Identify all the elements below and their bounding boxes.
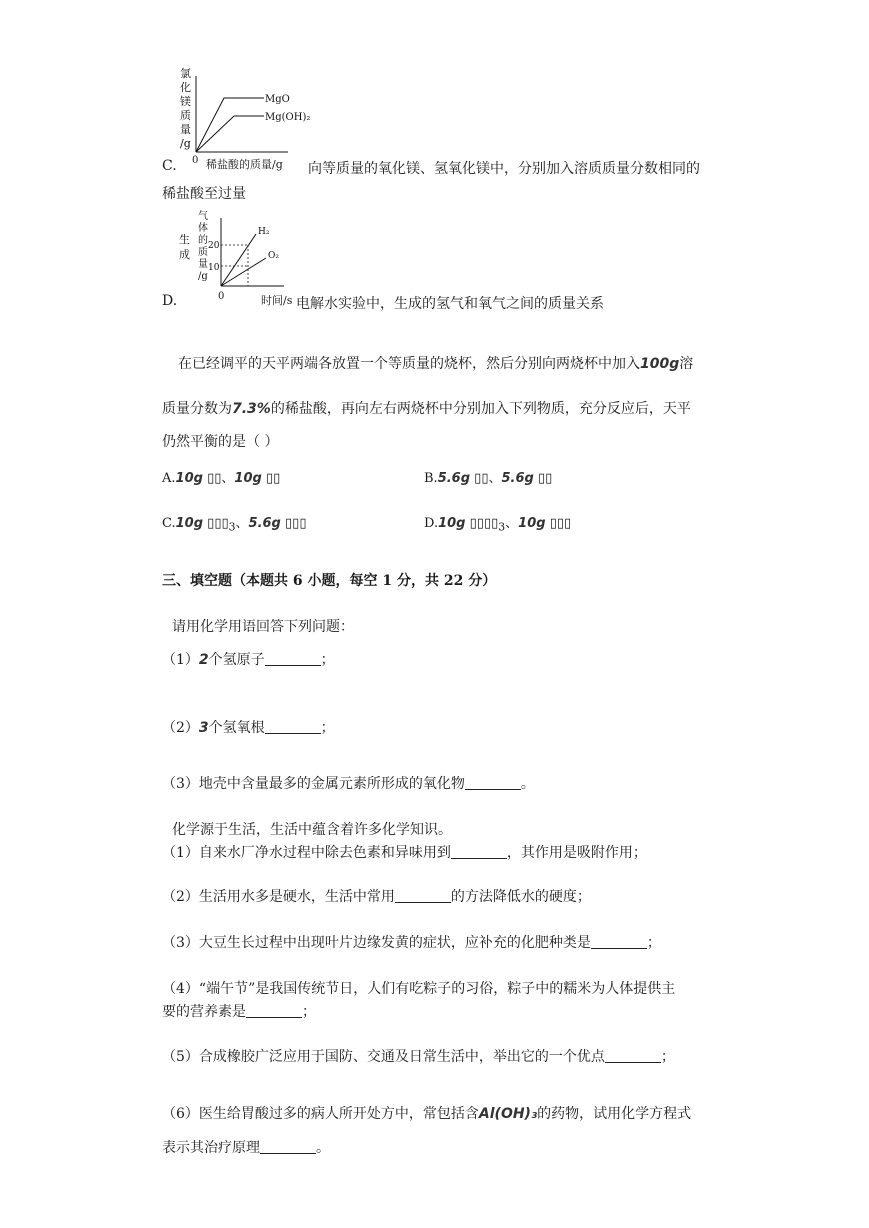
question-line-1 <box>178 353 693 373</box>
item-punct: 。 <box>520 776 535 792</box>
option-d-text: 电解水实验中，生成的氢气和氧气之间的质量关系 <box>296 296 604 312</box>
item-text: ，其作用是吸附作用； <box>506 845 647 861</box>
item-text: 的药物，试用化学方程式 <box>537 1106 692 1122</box>
question-text: 在已经调平的天平两端各放置一个等质量的烧杯，然后分别向两烧杯中加入 <box>178 356 640 372</box>
q2-item-6 <box>162 1103 691 1123</box>
answer-blank[interactable] <box>605 1048 661 1063</box>
question-text: 的稀盐酸，再向左右两烧杯中分别加入下列物质，充分反应后，天平 <box>270 401 691 417</box>
chart-d-line-o2 <box>221 258 266 286</box>
chart-d-label-o2: O₂ <box>268 251 279 261</box>
answer-blank[interactable] <box>246 1003 302 1018</box>
chart-d-ylabel-char: 质 <box>198 247 208 258</box>
item-punct: ； <box>302 1004 316 1020</box>
chart-d-ylabel-char: 的 <box>198 235 208 246</box>
chart-d-ylabel-char: /g <box>198 271 208 282</box>
item-prefix: （1） <box>162 652 199 668</box>
option-math: 10g <box>438 516 466 531</box>
item-punct: ； <box>320 720 335 736</box>
option-text: 、 <box>488 471 502 486</box>
q2-item-6-line-2 <box>162 1137 330 1157</box>
q2-item-4: （4）“端午节”是我国传统节日，人们有吃粽子的习俗，粽子中的糯米为人体提供主 <box>162 981 676 997</box>
chart-d-ylabel-char: 量 <box>198 259 208 270</box>
q2-item-1 <box>162 842 647 862</box>
item-punct: ； <box>660 1049 675 1065</box>
option-letter: C. <box>162 516 176 531</box>
item-prefix: （2） <box>162 720 199 736</box>
chart-c-ylabel-char: /g <box>180 137 191 150</box>
option-text: 、 <box>505 516 519 531</box>
q1-intro: 请用化学用语回答下列问题： <box>172 619 354 635</box>
chart-c-ylabel-char: 量 <box>180 123 191 136</box>
option-letter: A. <box>162 471 176 486</box>
chart-d-ylabel-left: 生 <box>179 233 190 246</box>
option-text: 、 <box>235 516 249 531</box>
q1-item-3 <box>162 773 535 793</box>
option-math: 10g <box>518 516 546 531</box>
option-math: 10g <box>175 516 204 531</box>
q2-intro: 化学源于生活，生活中蕴含着许多化学知识。 <box>172 822 452 838</box>
option-math: 10g <box>234 471 262 486</box>
chart-d-ylabel-char: 气 <box>198 211 208 222</box>
question-text: 质量分数为 <box>162 401 232 417</box>
question-text: 溶 <box>679 356 694 372</box>
item-text: 表示其治疗原理 <box>162 1140 260 1156</box>
section-title: 三、填空题（本题共 6 小题，每空 1 分，共 22 分） <box>162 573 497 589</box>
item-text: 的方法降低水的硬度； <box>450 889 591 905</box>
q1-item-2 <box>162 717 335 737</box>
chart-c-label-mgoh2: Mg(OH)₂ <box>265 112 311 123</box>
option-text: 、 <box>221 471 235 486</box>
chart-c-ylabel-char: 氯 <box>180 67 191 80</box>
item-punct: ； <box>646 935 661 951</box>
option-letter: D. <box>424 516 439 531</box>
chart-c-line-mgo <box>196 98 264 152</box>
chart-c-origin: 0 <box>192 155 199 166</box>
item-text: 要的营养素是 <box>162 1004 246 1020</box>
option-letter: B. <box>424 471 438 486</box>
q2-item-3 <box>162 932 661 952</box>
answer-blank[interactable] <box>465 775 521 790</box>
chart-d-tick-10: 10 <box>208 263 220 273</box>
q2-item-4-line-2 <box>162 1001 316 1021</box>
q2-item-5 <box>162 1046 675 1066</box>
item-math: Al(OH)₃ <box>478 1106 538 1122</box>
answer-option-c: C.10g $▯▯▯_3$、5.6g ▯▯▯ <box>162 516 307 534</box>
item-punct: 。 <box>316 1140 330 1156</box>
item-text: （3）大豆生长过程中出现叶片边缘发黄的症状，应补充的化肥种类是 <box>162 935 591 951</box>
chart-c-label-mgo: MgO <box>265 94 290 105</box>
chart-c-ylabel <box>180 66 191 150</box>
answer-blank[interactable] <box>591 934 647 949</box>
item-text: （3）地壳中含量最多的金属元素所形成的氧化物 <box>162 776 465 792</box>
item-text: （1）自来水厂净水过程中除去色素和异味用到 <box>162 845 451 861</box>
answer-blank[interactable] <box>395 888 451 903</box>
item-punct: ； <box>320 652 335 668</box>
chart-c-ylabel-char: 化 <box>180 81 191 94</box>
question-math: 100g <box>640 356 680 372</box>
chart-d-ylabel <box>198 210 208 282</box>
chart-c-ylabel-char: 质 <box>180 109 191 122</box>
question-math: 7.3% <box>232 401 271 417</box>
option-math: 5.6g <box>501 471 534 486</box>
option-math: 10g <box>175 471 203 486</box>
chart-d-line-h2 <box>221 234 256 286</box>
item-text: （5）合成橡胶广泛应用于国防、交通及日常生活中，举出它的一个优点 <box>162 1049 605 1065</box>
item-text: 个氢原子 <box>208 652 265 668</box>
option-c-text: 向等质量的氧化镁、氢氧化镁中，分别加入溶质质量分数相同的 <box>308 161 700 177</box>
chart-d-tick-20: 20 <box>208 241 220 251</box>
chart-d <box>176 208 286 298</box>
chart-c-line-mgoh2 <box>196 116 264 152</box>
answer-blank[interactable] <box>265 651 321 666</box>
question-line-3: 仍然平衡的是（ ） <box>162 434 279 450</box>
chart-d-label-h2: H₂ <box>258 227 270 237</box>
answer-blank[interactable] <box>451 844 507 859</box>
chart-d-ylabel-left: 成 <box>179 248 190 261</box>
chart-d-ylabel-char: 体 <box>198 223 208 234</box>
item-text: （6）医生给胃酸过多的病人所开处方中，常包括含 <box>162 1106 479 1122</box>
option-c-text-2: 稀盐酸至过量 <box>162 186 246 202</box>
question-line-2 <box>162 398 691 418</box>
answer-option-d: D.10g $▯▯▯▯_3$、10g ▯▯▯ <box>424 516 572 534</box>
option-c-letter: C. <box>162 158 177 174</box>
option-math: 5.6g <box>248 516 281 531</box>
answer-option-b: B.5.6g ▯▯、5.6g ▯▯ <box>424 471 553 486</box>
chart-d-origin: 0 <box>218 291 225 302</box>
answer-option-a: A.10g ▯▯、10g ▯▯ <box>162 471 281 486</box>
item-text: （2）生活用水多是硬水，生活中常用 <box>162 889 395 905</box>
item-math: 3 <box>198 720 209 736</box>
option-math: 5.6g <box>437 471 471 486</box>
q1-item-1 <box>162 649 335 669</box>
chart-d-xlabel: 时间/s <box>261 294 293 307</box>
item-math: 2 <box>198 652 209 668</box>
answer-blank[interactable] <box>265 719 321 734</box>
option-d-letter: D. <box>162 293 178 309</box>
answer-blank[interactable] <box>260 1139 316 1154</box>
q2-item-2 <box>162 886 591 906</box>
chart-c-xlabel: 稀盐酸的质量/g <box>206 158 283 171</box>
item-text: 个氢氧根 <box>208 720 265 736</box>
chart-c-ylabel-char: 镁 <box>180 95 191 108</box>
